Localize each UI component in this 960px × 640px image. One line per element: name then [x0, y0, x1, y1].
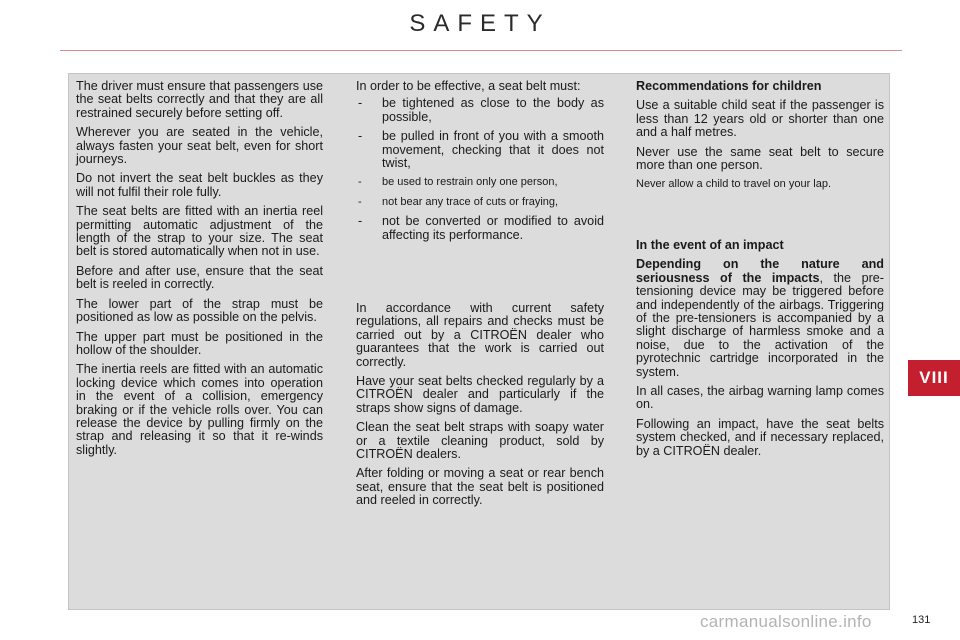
section-heading: In the event of an impact: [636, 238, 784, 252]
title-divider: [60, 50, 902, 51]
paragraph: [636, 258, 884, 379]
watermark-text: carmanualsonline.info: [700, 612, 872, 631]
paragraph: The upper part must be positioned in the hollow of the shoulder.: [76, 329, 323, 357]
column-children: [636, 80, 884, 198]
paragraph: Do not invert the seat belt buckles as they will not fulfil their role fully.: [76, 171, 323, 199]
paragraph: The seat belts are fitted with an inertia reel permitting automatic adjustment of the length of the strap to your size. The seat belt is stored automatically when not in use.: [76, 204, 323, 259]
paragraph: Use a suitable child seat if the passenger is less than 12 years old or shorter than one and a half metres.: [636, 98, 884, 140]
section-heading: Recommendations for children: [636, 79, 822, 93]
page-number: 131: [912, 614, 931, 626]
paragraph: The lower part of the strap must be positioned as low as possible on the pelvis.: [76, 296, 323, 325]
list-item: - be tightened as close to the body as possible,: [356, 97, 604, 124]
paragraph: Never allow a child to travel on your lap.: [636, 178, 832, 191]
list-item: - not bear any trace of cuts or fraying,: [356, 196, 604, 209]
paragraph: Never use the same seat belt to secure more than one person.: [636, 144, 884, 173]
page-title: SAFETY: [409, 10, 551, 37]
paragraph: Before and after use, ensure that the seat belt is reeled in correctly.: [76, 263, 323, 292]
paragraph: Clean the seat belt straps with soapy water or a textile cleaning product, sold by CITROËN dealers.: [356, 420, 604, 462]
paragraph: Wherever you are seated in the vehicle, always fasten your seat belt, even for short journeys.: [76, 125, 323, 167]
column-maintenance: [356, 302, 604, 514]
column-seat-belt-requirements: [356, 80, 604, 248]
paragraph: The driver must ensure that passengers use the seat belts correctly and that they are all restrained securely before setting off.: [76, 79, 323, 120]
bold-lead: Depending on the nature and seriousness of the impacts: [636, 257, 884, 285]
paragraph: Have your seat belts checked regularly by a CITROËN dealer and particularly if the straps show signs of damage.: [356, 374, 604, 415]
paragraph: The inertia reels are fitted with an automatic locking device which comes into operation in the event of a collision, emergency braking or if the vehicle rolls over. You can release the device by pulling firmly on the strap and releasing it so that it re-winds slightly.: [76, 362, 323, 457]
paragraph: In accordance with current safety regulations, all repairs and checks must be carried out by a CITROËN dealer who guarantees that the work is carried out correctly.: [356, 301, 604, 369]
intro-paragraph: In order to be effective, a seat belt must:: [356, 79, 581, 93]
column-impact: [636, 239, 884, 464]
paragraph: In all cases, the airbag warning lamp comes on.: [636, 384, 884, 412]
lead-text: , the pre-tensioning device may be triggered before and independently of the airbags. Triggering of the pre-tensioners is accompanied by a slight discharge of harmless smoke and a noise, due to the activation of the pyrotechnic cartridge incorporated in the system.: [636, 270, 885, 379]
chapter-tab: VIII: [908, 360, 960, 396]
list-item: - be used to restrain only one person,: [356, 176, 604, 189]
paragraph: Following an impact, have the seat belts system checked, and if necessary replaced, by a CITROËN dealer.: [636, 416, 884, 458]
paragraph: After folding or moving a seat or rear bench seat, ensure that the seat belt is positioned and reeled in correctly.: [356, 466, 604, 508]
list-item: - be pulled in front of you with a smooth movement, checking that it does not twist,: [356, 130, 604, 170]
column-seat-belt-usage: [76, 80, 323, 463]
requirements-list: [356, 97, 604, 242]
list-item: - not be converted or modified to avoid affecting its performance.: [356, 215, 604, 242]
